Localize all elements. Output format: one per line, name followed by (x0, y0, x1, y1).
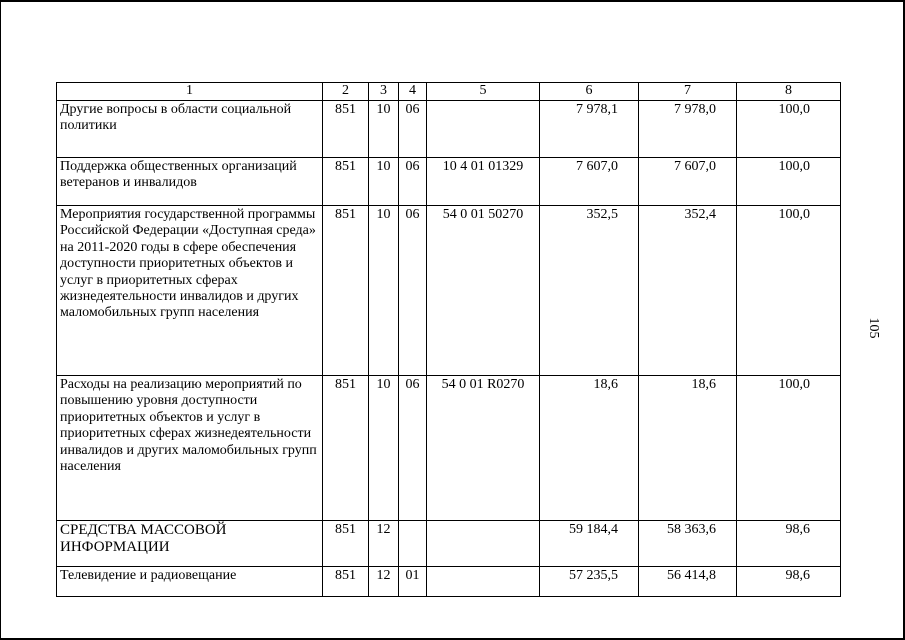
row-planned: 59 184,4 (540, 521, 639, 567)
row-planned: 7 978,1 (540, 101, 639, 158)
row-subsection: 06 (399, 376, 427, 521)
row-name: Расходы на реализацию мероприятий по повышению уровня доступности приоритетных объектов и услуг в приоритетных сферах жизнедеятельности инвалидов и других маломобильных групп населения (57, 376, 323, 521)
row-executed: 7 607,0 (639, 158, 737, 206)
row-code: 851 (323, 101, 369, 158)
header-col-5: 5 (427, 83, 540, 101)
row-subsection: 06 (399, 206, 427, 376)
row-subsection: 06 (399, 101, 427, 158)
table-row (57, 158, 841, 206)
row-executed: 56 414,8 (639, 567, 737, 597)
row-target: 10 4 01 01329 (427, 158, 540, 206)
header-col-2: 2 (323, 83, 369, 101)
row-executed: 18,6 (639, 376, 737, 521)
row-planned: 57 235,5 (540, 567, 639, 597)
row-subsection: 01 (399, 567, 427, 597)
row-target: 54 0 01 R0270 (427, 376, 540, 521)
row-target (427, 521, 540, 567)
table-row (57, 101, 841, 158)
row-section: 10 (369, 101, 399, 158)
row-name: Телевидение и радиовещание (57, 567, 323, 597)
row-target (427, 567, 540, 597)
row-executed: 7 978,0 (639, 101, 737, 158)
row-name: СРЕДСТВА МАССОВОЙ ИНФОРМАЦИИ (57, 521, 323, 567)
row-subsection: 06 (399, 158, 427, 206)
row-code: 851 (323, 521, 369, 567)
row-percent: 100,0 (737, 101, 841, 158)
header-col-1: 1 (57, 83, 323, 101)
budget-execution-table (56, 82, 841, 597)
header-col-7: 7 (639, 83, 737, 101)
row-section: 12 (369, 567, 399, 597)
row-code: 851 (323, 376, 369, 521)
row-percent: 98,6 (737, 567, 841, 597)
row-percent: 98,6 (737, 521, 841, 567)
table-row (57, 376, 841, 521)
row-name: Мероприятия государственной программы Российской Федерации «Доступная среда» на 2011-2020 годы в сфере обеспечения доступности приоритетных объектов и услуг в приоритетных сферах жизнедеятельности инвалидов и других маломобильных групп населения (57, 206, 323, 376)
header-col-3: 3 (369, 83, 399, 101)
row-target: 54 0 01 50270 (427, 206, 540, 376)
row-code: 851 (323, 206, 369, 376)
row-percent: 100,0 (737, 206, 841, 376)
row-subsection (399, 521, 427, 567)
header-col-8: 8 (737, 83, 841, 101)
table-header-row (57, 83, 841, 101)
table-row (57, 206, 841, 376)
row-planned: 352,5 (540, 206, 639, 376)
row-name: Другие вопросы в области социальной политики (57, 101, 323, 158)
row-planned: 7 607,0 (540, 158, 639, 206)
row-section: 10 (369, 206, 399, 376)
row-percent: 100,0 (737, 376, 841, 521)
row-code: 851 (323, 158, 369, 206)
row-target (427, 101, 540, 158)
row-planned: 18,6 (540, 376, 639, 521)
page-number: 105 (866, 317, 881, 339)
table-row (57, 567, 841, 597)
row-executed: 352,4 (639, 206, 737, 376)
row-section: 10 (369, 376, 399, 521)
header-col-6: 6 (540, 83, 639, 101)
row-section: 12 (369, 521, 399, 567)
row-percent: 100,0 (737, 158, 841, 206)
header-col-4: 4 (399, 83, 427, 101)
row-executed: 58 363,6 (639, 521, 737, 567)
table-row (57, 521, 841, 567)
row-code: 851 (323, 567, 369, 597)
row-section: 10 (369, 158, 399, 206)
row-name: Поддержка общественных организаций ветеранов и инвалидов (57, 158, 323, 206)
